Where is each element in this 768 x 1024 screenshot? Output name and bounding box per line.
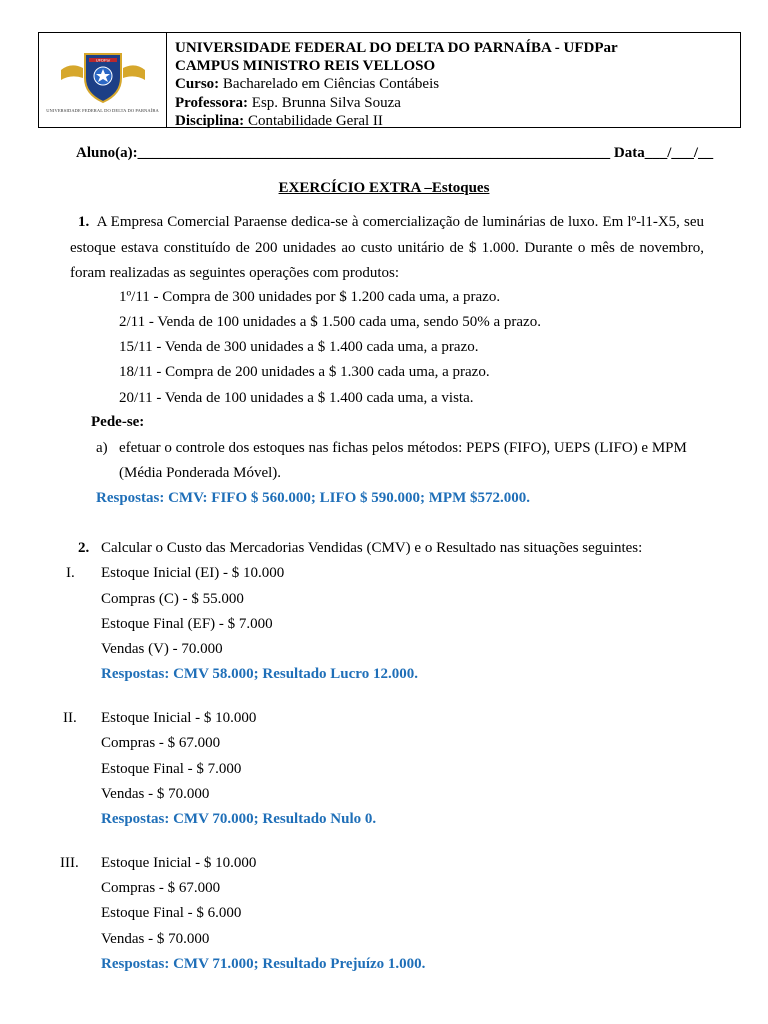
course-label: Curso: bbox=[175, 76, 220, 93]
logo-caption: UNIVERSIDADE FEDERAL DO DELTA DO PARNAÍBA bbox=[46, 107, 159, 113]
discipline-line bbox=[175, 112, 618, 130]
discipline-label: Disciplina: bbox=[175, 112, 245, 129]
case-1-line-2: Compras (C) - $ 55.000 bbox=[101, 591, 244, 607]
operation-5: 20/11 - Venda de 100 unidades a $ 1.400 cada uma, a vista. bbox=[119, 390, 474, 406]
professor-value: Esp. Brunna Silva Souza bbox=[251, 94, 401, 111]
case-2-line-2: Compras - $ 67.000 bbox=[101, 735, 221, 751]
case-2-line-4: Vendas - $ 70.000 bbox=[101, 786, 210, 802]
item-a-line-1: efetuar o controle dos estoques nas fichas pelos métodos: PEPS (FIFO), UEPS (LIFO) e MPM bbox=[119, 440, 687, 456]
item-a-line-2: (Média Ponderada Móvel). bbox=[119, 465, 282, 481]
question-2-number: 2. bbox=[78, 540, 90, 556]
question-1-answer: Respostas: CMV: FIFO $ 560.000; LIFO $ 590.000; MPM $572.000. bbox=[96, 490, 530, 506]
case-3-answer: Respostas: CMV 71.000; Resultado Prejuízo 1.000. bbox=[101, 956, 426, 972]
logo-text: UFDPar bbox=[95, 56, 110, 62]
university-name: UNIVERSIDADE FEDERAL DO DELTA DO PARNAÍBA - UFDPar bbox=[175, 40, 618, 56]
professor-line bbox=[175, 94, 618, 112]
case-3-line-3: Estoque Final - $ 6.000 bbox=[101, 905, 242, 921]
campus-name: CAMPUS MINISTRO REIS VELLOSO bbox=[175, 58, 436, 75]
case-3-line-4: Vendas - $ 70.000 bbox=[101, 931, 210, 947]
question-1-body: A Empresa Comercial Paraense dedica-se à comercialização de luminárias de luxo. Em lº-l1-X5, seu estoque estava constituído de 200 unidades ao custo unitário de $ 1.000. Durante o mês de novembro, foram realizadas as seguintes operações com produtos: bbox=[70, 214, 704, 281]
question-1-text bbox=[70, 210, 704, 287]
case-2-line-3: Estoque Final - $ 7.000 bbox=[101, 761, 242, 777]
item-a-label: a) bbox=[96, 440, 108, 456]
header-info bbox=[167, 33, 618, 127]
professor-label: Professora: bbox=[175, 94, 249, 111]
operation-4: 18/11 - Compra de 200 unidades a $ 1.300 cada uma, a prazo. bbox=[119, 364, 490, 380]
operation-1: 1º/11 - Compra de 300 unidades por $ 1.200 cada uma, a prazo. bbox=[119, 289, 501, 305]
case-1-answer: Respostas: CMV 58.000; Resultado Lucro 12.000. bbox=[101, 666, 418, 682]
case-1-roman: I. bbox=[66, 565, 75, 581]
case-3-line-1: Estoque Inicial - $ 10.000 bbox=[101, 855, 257, 871]
case-2-roman: II. bbox=[63, 710, 77, 726]
case-3-line-2: Compras - $ 67.000 bbox=[101, 880, 221, 896]
student-name-line[interactable]: Aluno(a):_______________________________________________________________ Data___/___/__ bbox=[76, 145, 714, 161]
case-2-answer: Respostas: CMV 70.000; Resultado Nulo 0. bbox=[101, 811, 377, 827]
operation-3: 15/11 - Venda de 300 unidades a $ 1.400 cada uma, a prazo. bbox=[119, 339, 479, 355]
case-1-line-3: Estoque Final (EF) - $ 7.000 bbox=[101, 616, 273, 632]
exercise-title-text: EXERCÍCIO EXTRA –Estoques bbox=[278, 180, 490, 196]
header-box bbox=[38, 32, 741, 128]
course-value: Bacharelado em Ciências Contábeis bbox=[222, 76, 440, 93]
question-1-number: 1. bbox=[78, 214, 90, 230]
university-logo bbox=[57, 48, 149, 106]
case-1-line-4: Vendas (V) - 70.000 bbox=[101, 641, 223, 657]
operation-2: 2/11 - Venda de 100 unidades a $ 1.500 cada uma, sendo 50% a prazo. bbox=[119, 314, 541, 330]
case-3-roman: III. bbox=[60, 855, 79, 871]
case-1-line-1: Estoque Inicial (EI) - $ 10.000 bbox=[101, 565, 285, 581]
logo-cell bbox=[39, 33, 167, 127]
case-2-line-1: Estoque Inicial - $ 10.000 bbox=[101, 710, 257, 726]
question-2-text: Calcular o Custo das Mercadorias Vendidas (CMV) e o Resultado nas situações seguintes: bbox=[101, 540, 643, 556]
exercise-title bbox=[0, 180, 768, 197]
course-line bbox=[175, 75, 618, 93]
pede-se-label: Pede-se: bbox=[91, 414, 145, 430]
discipline-value: Contabilidade Geral II bbox=[247, 112, 383, 129]
